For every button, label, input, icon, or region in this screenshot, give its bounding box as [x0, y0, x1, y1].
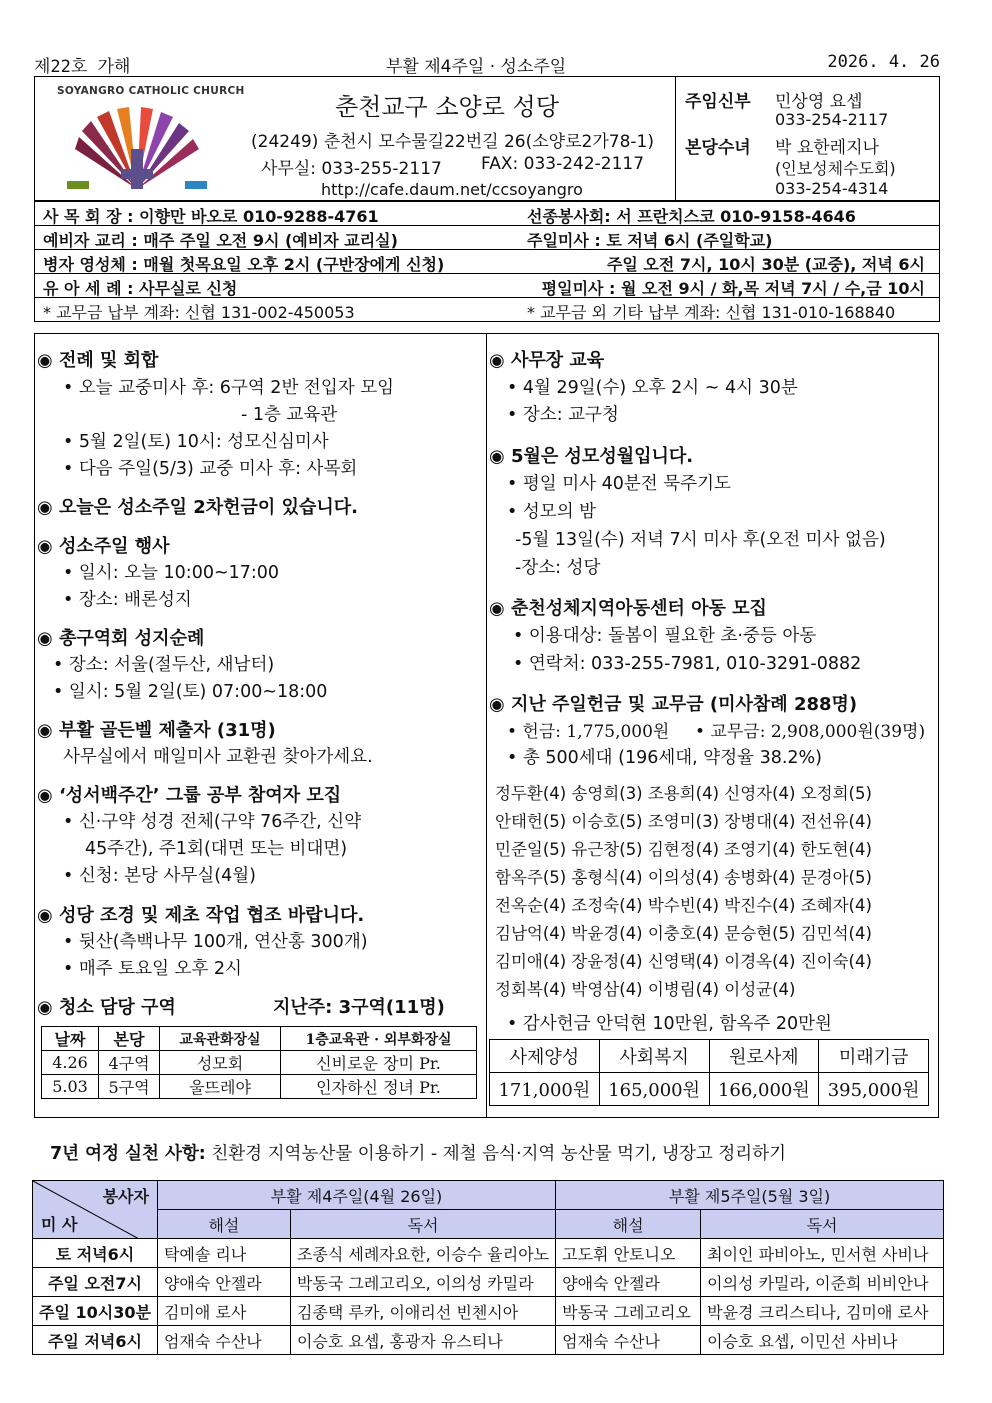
- thanks-offering: • 감사헌금 안덕현 10만원, 함옥주 20만원: [507, 1014, 832, 1034]
- week1-header: 부활 제4주일(4월 26일): [157, 1181, 555, 1210]
- section-title: ◉ 부활 골든벨 제출자 (31명): [37, 720, 276, 741]
- section-title: ◉ 사무장 교육: [489, 350, 605, 371]
- column-divider: [486, 334, 487, 1117]
- info-right: 선종봉사회: 서 프란치스코 010-9158-4646: [527, 207, 856, 226]
- section-title: ◉ 오늘은 성소주일 2차헌금이 있습니다.: [37, 497, 358, 518]
- notice-line: 사무실에서 매일미사 교환권 찾아가세요.: [63, 747, 373, 767]
- section-title: ◉ 성당 조경 및 제초 작업 협조 바랍니다.: [37, 905, 365, 926]
- col-reading: 독서: [701, 1210, 944, 1239]
- cell: 탁예솔 리나: [157, 1239, 290, 1268]
- tithe-amount: • 교무금: 2,908,000원(39명): [695, 722, 926, 742]
- table-row: [42, 1051, 477, 1075]
- practice-text: 친환경 지역농산물 이용하기 - 제철 음식·지역 농산물 먹기, 냉장고 정리하기: [205, 1144, 787, 1164]
- cell: 이승호 요셉, 홍광자 유스티나: [290, 1326, 555, 1355]
- table-row: [33, 1239, 944, 1268]
- donor-line: 함옥주(5) 홍형식(4) 이의성(4) 송병화(4) 문경아(5): [495, 868, 872, 887]
- cell: 인자하신 정녀 Pr.: [281, 1075, 477, 1099]
- pastor-name: 민상영 요셉: [775, 92, 863, 112]
- cell: 이승호 요셉, 이민선 사비나: [701, 1326, 944, 1355]
- notice-line: • 장소: 배론성지: [63, 590, 192, 610]
- cell: 신비로운 장미 Pr.: [281, 1051, 477, 1075]
- info-right: 주일 오전 7시, 10시 30분 (교중), 저녁 6시: [606, 255, 925, 274]
- special-fund-table: [489, 1039, 929, 1106]
- sister-name: 박 요한레지나: [775, 138, 879, 158]
- mass-time: 토 저녁6시: [33, 1239, 158, 1268]
- church-header: [34, 76, 940, 201]
- ministry-schedule-table: [32, 1180, 944, 1355]
- donor-line: 전옥순(4) 조정숙(4) 박수빈(4) 박진수(4) 조혜자(4): [495, 896, 872, 915]
- info-row: [35, 273, 939, 297]
- fund-header: 원로사제: [709, 1040, 819, 1073]
- section-title: ◉ 5월은 성모성월입니다.: [489, 446, 694, 467]
- section-title: ◉ 춘천성체지역아동센터 아동 모집: [489, 598, 767, 619]
- sister-label: 본당수녀: [685, 138, 751, 158]
- col-commentary: 해설: [556, 1210, 701, 1239]
- cell: 조종식 세례자요한, 이승수 율리아노: [290, 1239, 555, 1268]
- sister-order: (인보성체수도회): [775, 159, 896, 178]
- schedule-role-row: [33, 1210, 944, 1239]
- notice-line: • 다음 주일(5/3) 교중 미사 후: 사목회: [63, 459, 358, 479]
- donor-line: 김남억(4) 박윤경(4) 이충호(4) 문승현(5) 김민석(4): [495, 924, 872, 943]
- info-row: [35, 297, 939, 321]
- notice-line: -5월 13일(수) 저녁 7시 미사 후(오전 미사 없음): [515, 530, 886, 550]
- info-row: [35, 201, 939, 225]
- col-header: 본당: [99, 1027, 160, 1051]
- cell: 최이인 파비아노, 민서현 사비나: [701, 1239, 944, 1268]
- col-header: 날짜: [42, 1027, 99, 1051]
- fund-header-row: [490, 1040, 929, 1073]
- section-title: ◉ 성소주일 행사: [37, 536, 170, 557]
- notice-line: • 오늘 교중미사 후: 6구역 2반 전입자 모임: [63, 378, 394, 398]
- cell: 김미애 로사: [157, 1297, 290, 1326]
- corner-top-label: 봉사자: [102, 1187, 149, 1206]
- notice-line: • 5월 2일(토) 10시: 성모신심미사: [63, 432, 329, 452]
- table-row: [33, 1297, 944, 1326]
- notice-line: • 장소: 교구청: [507, 405, 619, 425]
- table-row: [33, 1268, 944, 1297]
- col-reading: 독서: [290, 1210, 555, 1239]
- cleaning-table: [41, 1026, 477, 1099]
- cell: 울뜨레야: [160, 1075, 281, 1099]
- mass-time: 주일 10시30분: [33, 1297, 158, 1326]
- section-title: ◉ ‘성서백주간’ 그룹 공부 참여자 모집: [37, 785, 342, 806]
- corner-bottom-label: 미 사: [41, 1215, 78, 1234]
- pastor-phone: 033-254-2117: [775, 110, 889, 129]
- fund-value: 166,000원: [709, 1073, 819, 1106]
- schedule-corner: [33, 1181, 158, 1239]
- info-left: 예비자 교리 : 매주 주일 오전 9시 (예비자 교리실): [43, 231, 398, 250]
- section-title: ◉ 청소 담당 구역: [37, 997, 176, 1018]
- info-left: 사 목 회 장 : 이향만 바오로 010-9288-4761: [43, 207, 379, 226]
- notices-box: [34, 333, 939, 1118]
- notice-line: - 1층 교육관: [241, 405, 338, 425]
- notice-line: • 이용대상: 돌봄이 필요한 초·중등 아동: [513, 626, 817, 646]
- section-title: ◉ 지난 주일헌금 및 교무금 (미사참례 288명): [489, 694, 858, 715]
- pastor-label: 주임신부: [685, 92, 751, 112]
- fund-header: 사제양성: [490, 1040, 600, 1073]
- section-title: ◉ 총구역회 성지순례: [37, 628, 205, 649]
- fund-value: 165,000원: [599, 1073, 709, 1106]
- donor-line: 정회복(4) 박영삼(4) 이병림(4) 이성균(4): [495, 980, 796, 999]
- church-address: (24249) 춘천시 모수물길22번길 26(소양로2가78-1): [251, 132, 654, 152]
- notice-line: -장소: 성당: [515, 558, 601, 578]
- notice-line: • 뒷산(측백나무 100개, 연산홍 300개): [63, 932, 368, 952]
- church-logo: [57, 85, 245, 195]
- info-right: * 교무금 외 기타 납부 계좌: 신협 131-010-168840: [527, 303, 896, 322]
- donor-line: 정두환(4) 송영희(3) 조용희(4) 신영자(4) 오정희(5): [495, 784, 872, 803]
- notice-line: • 신·구약 성경 전체(구약 76주간, 신약: [63, 812, 362, 832]
- mass-time: 주일 오전7시: [33, 1268, 158, 1297]
- notice-line: • 일시: 5월 2일(토) 07:00~18:00: [53, 682, 328, 702]
- cell: 양애숙 안젤라: [556, 1268, 701, 1297]
- info-left: * 교무금 납부 계좌: 신협 131-002-450053: [43, 303, 355, 322]
- cleaning-header-row: [42, 1027, 477, 1051]
- col-header: 1층교육관 · 외부화장실: [281, 1027, 477, 1051]
- cell: 엄재숙 수산나: [157, 1326, 290, 1355]
- donor-line: 안태헌(5) 이승호(5) 조영미(3) 장병대(4) 전선유(4): [495, 812, 872, 831]
- notice-line: • 장소: 서울(절두산, 새남터): [53, 655, 275, 675]
- cell: 고도휘 안토니오: [556, 1239, 701, 1268]
- notice-line: • 매주 토요일 오후 2시: [63, 959, 242, 979]
- header-divider: [675, 77, 676, 200]
- church-url[interactable]: http://cafe.daum.net/ccsoyangro: [321, 180, 583, 199]
- cell: 4구역: [99, 1051, 160, 1075]
- section-title: ◉ 전례 및 회합: [37, 350, 159, 371]
- notice-line: • 연락처: 033-255-7981, 010-3291-0882: [513, 654, 862, 674]
- week2-header: 부활 제5주일(5월 3일): [556, 1181, 944, 1210]
- cell: 5구역: [99, 1075, 160, 1099]
- issue-number: 제22호 가해: [34, 57, 131, 77]
- info-right: 평일미사 : 월 오전 9시 / 화,목 저녁 7시 / 수,금 10시: [541, 279, 925, 298]
- issue-line: [34, 52, 940, 76]
- notice-line: • 총 500세대 (196세대, 약정율 38.2%): [507, 748, 822, 768]
- issue-date: 2026. 4. 26: [827, 52, 940, 72]
- schedule-week-row: [33, 1181, 944, 1210]
- fund-value: 171,000원: [490, 1073, 600, 1106]
- fund-header: 사회복지: [599, 1040, 709, 1073]
- cell: 박동국 그레고리오, 이의성 카밀라: [290, 1268, 555, 1297]
- cell: 5.03: [42, 1075, 99, 1099]
- practice-line: [50, 1140, 786, 1165]
- cell: 4.26: [42, 1051, 99, 1075]
- church-title: 춘천교구 소양로 성당: [335, 93, 559, 121]
- church-emblem-icon: [57, 97, 217, 197]
- cell: 엄재숙 수산나: [556, 1326, 701, 1355]
- practice-label: 7년 여정 실천 사항:: [50, 1144, 206, 1164]
- notice-line: • 4월 29일(수) 오후 2시 ~ 4시 30분: [507, 378, 798, 398]
- fund-header: 미래기금: [819, 1040, 929, 1073]
- col-commentary: 해설: [157, 1210, 290, 1239]
- notice-line: • 일시: 오늘 10:00~17:00: [63, 563, 280, 583]
- cell: 이의성 카밀라, 이준희 비비안나: [701, 1268, 944, 1297]
- notice-line: • 평일 미사 40분전 묵주기도: [507, 474, 731, 494]
- table-row: [33, 1326, 944, 1355]
- table-row: [42, 1075, 477, 1099]
- notice-line: 45주간), 주1회(대면 또는 비대면): [85, 839, 348, 859]
- office-phone: 사무실: 033-255-2117: [261, 159, 442, 179]
- cell: 김종택 루카, 이애리선 빈첸시아: [290, 1297, 555, 1326]
- cell: 박동국 그레고리오: [556, 1297, 701, 1326]
- fund-value: 395,000원: [819, 1073, 929, 1106]
- notice-line: • 성모의 밤: [507, 502, 597, 522]
- info-left: 병자 영성체 : 매월 첫목요일 오후 2시 (구반장에게 신청): [43, 255, 445, 274]
- info-row: [35, 225, 939, 249]
- cell: 박윤경 크리스티나, 김미애 로사: [701, 1297, 944, 1326]
- donor-line: 김미애(4) 장윤정(4) 신영택(4) 이경옥(4) 진이숙(4): [495, 952, 872, 971]
- issue-liturgy: 부활 제4주일 · 성소주일: [386, 57, 567, 77]
- info-table: [34, 201, 940, 322]
- last-week-cleaning: 지난주: 3구역(11명): [273, 997, 445, 1018]
- offering-amount: • 헌금: 1,775,000원: [507, 722, 670, 742]
- info-left: 유 아 세 례 : 사무실로 신청: [43, 279, 238, 298]
- fund-value-row: [490, 1073, 929, 1106]
- cell: 양애숙 안젤라: [157, 1268, 290, 1297]
- office-fax: FAX: 033-242-2117: [481, 154, 645, 174]
- info-row: [35, 249, 939, 273]
- sister-phone: 033-254-4314: [775, 179, 889, 198]
- logo-text: SOYANGRO CATHOLIC CHURCH: [57, 85, 245, 97]
- cell: 성모회: [160, 1051, 281, 1075]
- col-header: 교육관화장실: [160, 1027, 281, 1051]
- mass-time: 주일 저녁6시: [33, 1326, 158, 1355]
- info-right: 주일미사 : 토 저녁 6시 (주일학교): [527, 231, 773, 250]
- donor-line: 민준일(5) 유근창(5) 김현정(4) 조영기(4) 한도현(4): [495, 840, 872, 859]
- notice-line: • 신청: 본당 사무실(4월): [63, 866, 256, 886]
